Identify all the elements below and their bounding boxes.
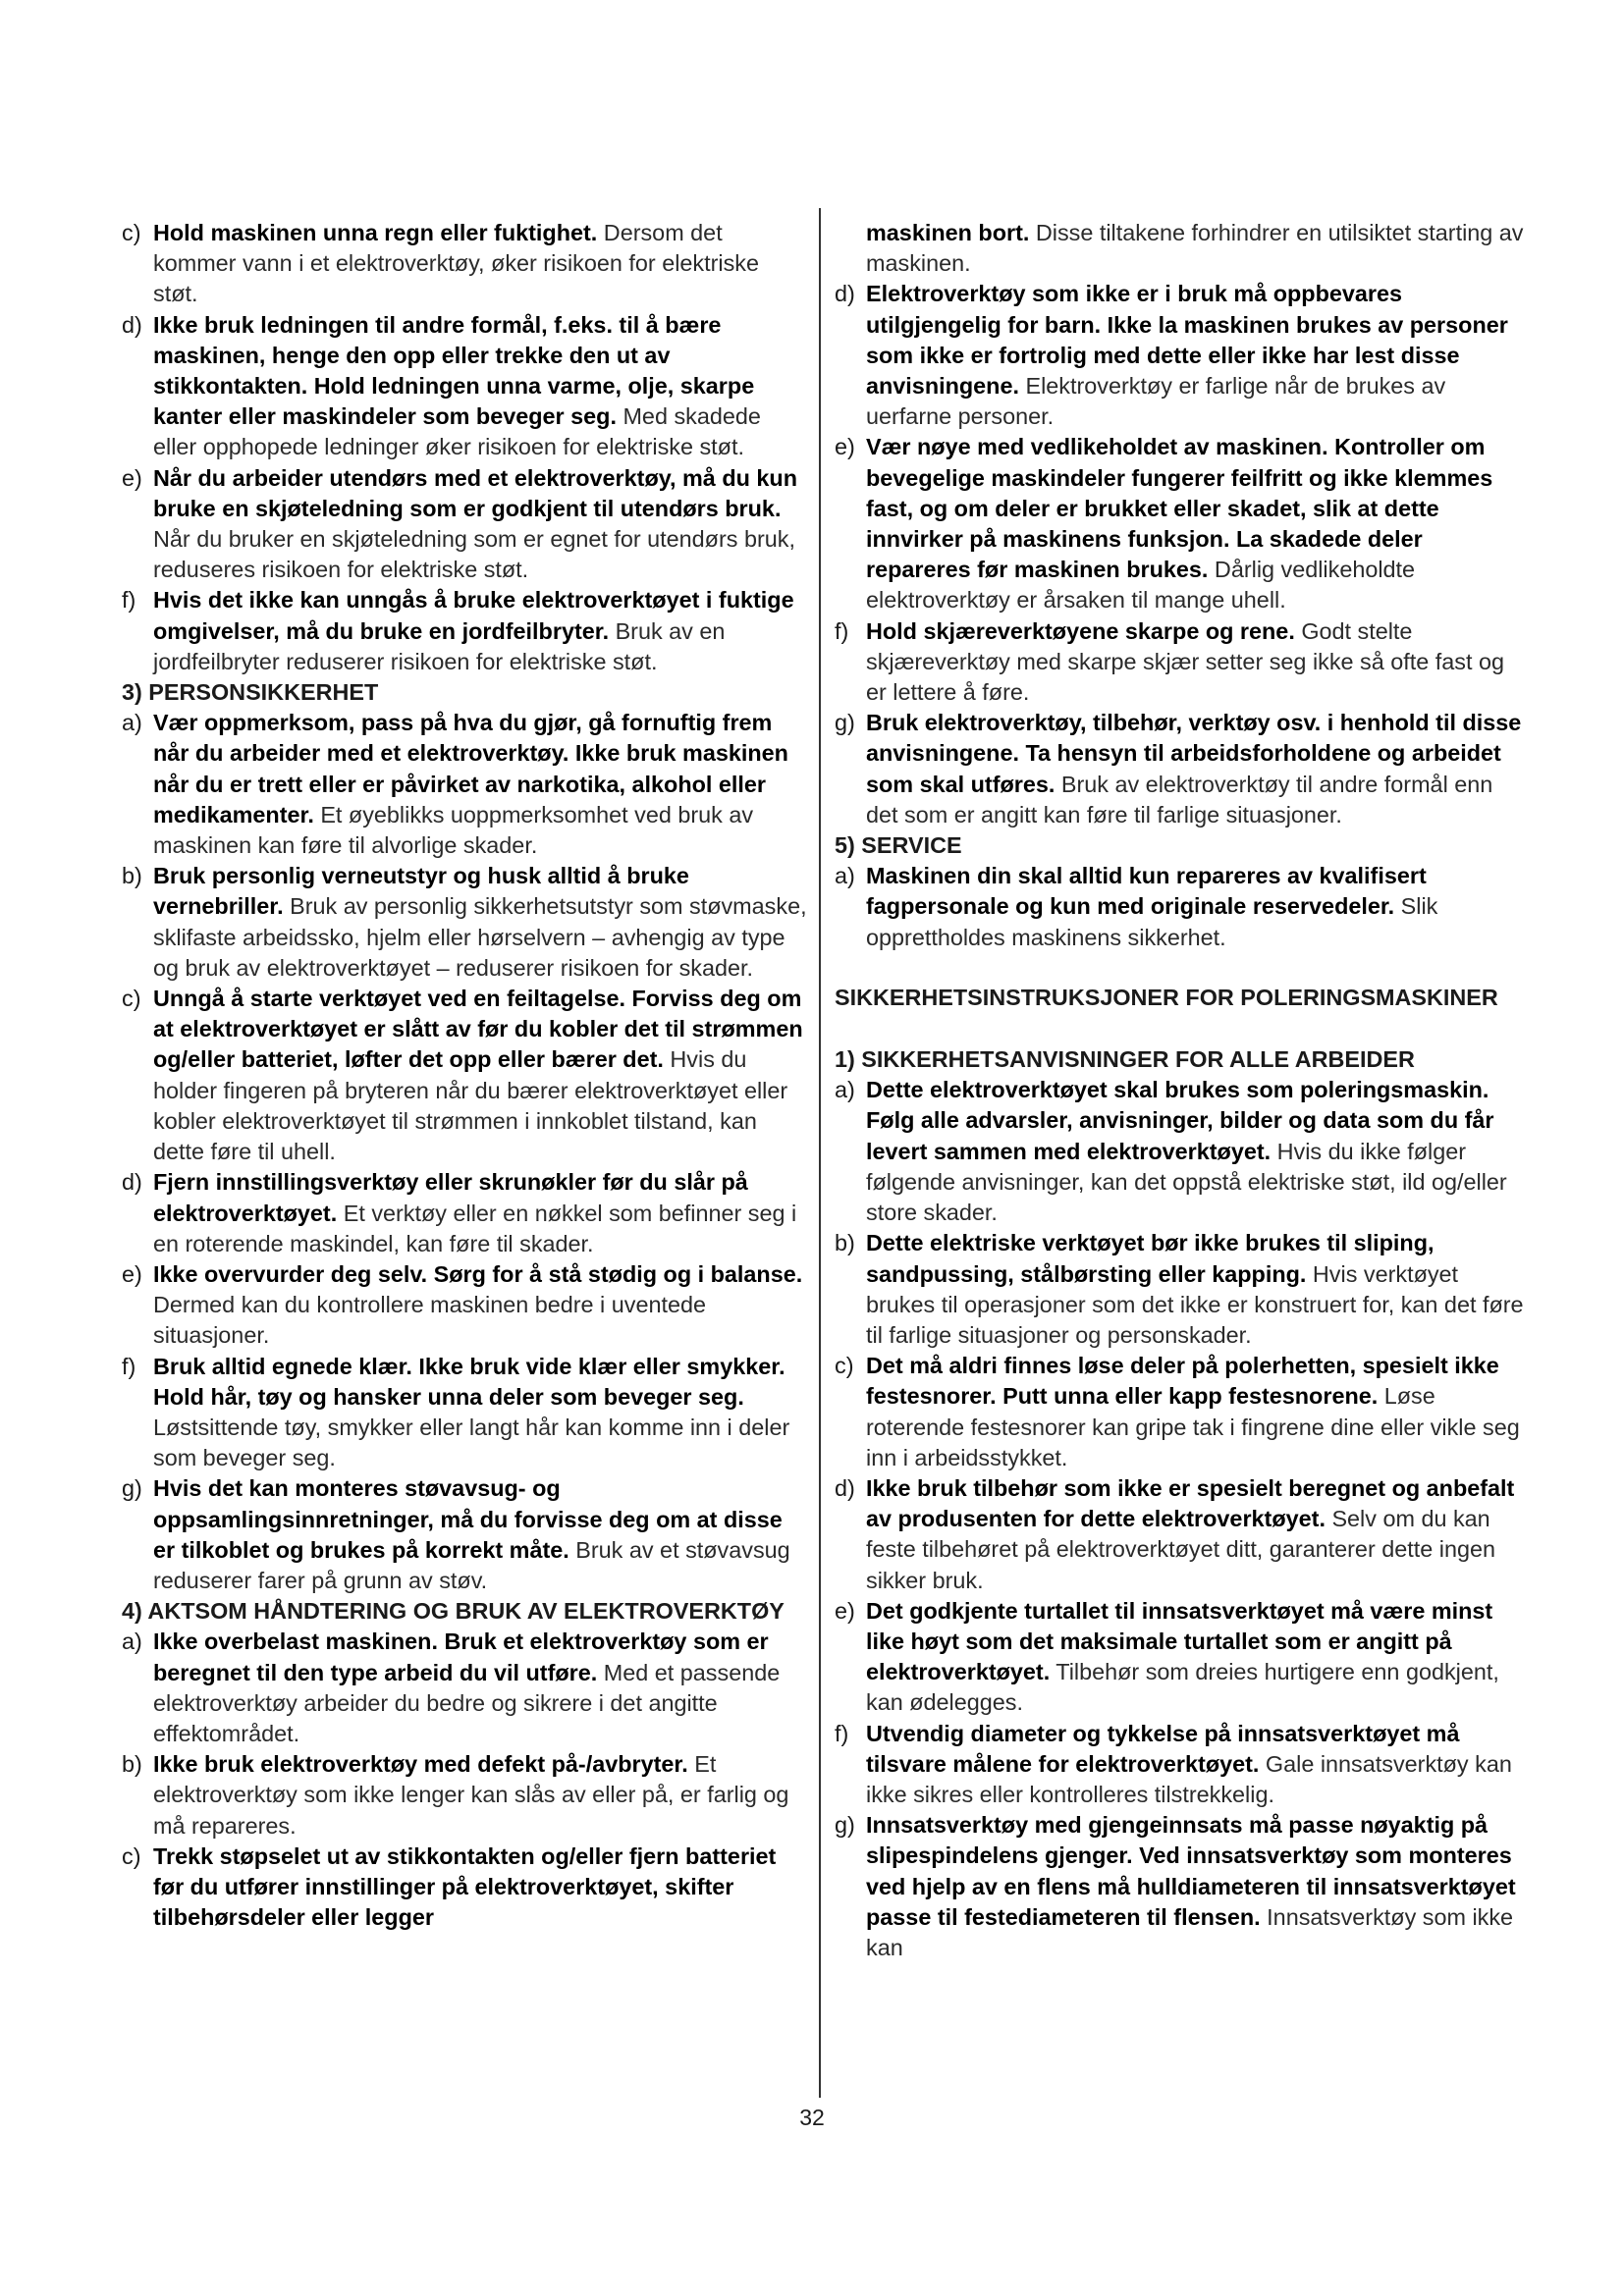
list-item-bold-text: Ikke bruk ledningen til andre formål, f.eks. til å bære maskinen, henge den opp eller trekke den ut av stikkontakten. Hold ledningen unna varme, olje, skarpe kanter eller maskindeler som beveger seg. [153,311,755,430]
list-item-text: Slik opprettholdes maskinens sikkerhet. [866,893,1438,950]
list-item [122,1352,809,1474]
list-item-text: Tilbehør som dreies hurtigere enn godkjent, kan ødelegges. [866,1659,1499,1716]
list-item [122,1749,809,1842]
left-column [122,218,809,1933]
list-item-label: e) [835,434,855,460]
list-item-text: Løse roterende festesnorer kan gripe tak i fingrene dine eller vikle seg inn i arbeidsstykket. [866,1383,1520,1470]
list-item-bold-text: Hold skjæreverktøyene skarpe og rene. [866,617,1295,644]
list-item-text: Dårlig vedlikeholdte elektroverktøy er årsaken til mange uhell. [866,557,1416,614]
list-item-bold-text: Innsatsverktøy med gjengeinnsats må passe nøyaktig på slipespindelens gjenger. Ved innsatsverktøy som monteres ved hjelp av en flens må hulldiameteren til innsatsverktøyet passe til festediameteren til flensen. [866,1812,1516,1930]
list-item-bold-text: Bruk personlig verneutstyr og husk alltid å bruke vernebriller. [153,863,689,920]
list-item [122,463,809,586]
list-item-text: Disse tiltakene forhindrer en utilsiktet starting av maskinen. [866,220,1524,277]
list-item [835,1810,1527,1963]
list-item [835,1228,1527,1351]
list-item [122,1259,809,1352]
list-item-text: Hvis verktøyet brukes til operasjoner som det ikke er konstruert for, kan det føre til farlige situasjoner og personskader. [866,1260,1524,1348]
list-item-bold-text: Vær oppmerksom, pass på hva du gjør, gå fornuftig frem når du arbeider med et elektroverktøy. Ikke bruk maskinen når du er trett eller er påvirket av narkotika, alkohol eller medikamenter. [153,710,788,828]
list-item-label: c) [122,986,141,1012]
list-item-bold-text: Bruk alltid egnede klær. Ikke bruk vide klær eller smykker. Hold hår, tøy og hansker unna deler som beveger seg. [153,1353,785,1410]
list-item-label: g) [835,1812,855,1839]
list-item-text: Selv om du kan feste tilbehøret på elektroverktøyet ditt, garanterer dette ingen sikker bruk. [866,1506,1495,1593]
list-item-bold-text: Hold maskinen unna regn eller fuktighet. [153,220,598,245]
page-number: 32 [799,2105,825,2130]
list-item [835,1719,1527,1811]
list-item-label: f) [122,1353,136,1379]
list-item-bold-text: Det godkjente turtallet til innsatsverktøyet må være minst like høyt som det maksimale turtallet som er angitt på elektroverktøyet. [866,1597,1493,1685]
list-item-label: f) [835,1720,849,1746]
list-item-label: c) [122,1842,141,1869]
list-item [122,984,809,1167]
list-item [122,1842,809,1934]
list-item [835,708,1527,830]
list-item-bold-text: Det må aldri finnes løse deler på polerhetten, spesielt ikke festesnorer. Putt unna eller kapp festesnorene. [866,1353,1499,1410]
list-item-bold-text: Hvis det kan monteres støvavsug- og oppsamlingsinnretninger, må du forvisse deg om at disse er tilkoblet og brukes på korrekt måte. [153,1475,783,1563]
list-item [835,616,1527,709]
list-item-bold-text: Bruk elektroverktøy, tilbehør, verktøy osv. i henhold til disse anvisningene. Ta hensyn til arbeidsforholdene og arbeidet som skal utføres. [866,710,1522,797]
list-item-label: c) [122,220,141,245]
section-heading: SIKKERHETSINSTRUKSJONER FOR POLERINGSMASKINER [835,984,1498,1010]
section-heading: 3) PERSONSIKKERHET [122,679,379,706]
list-item [835,1596,1527,1719]
list-item [122,310,809,463]
list-item-label: e) [835,1597,855,1624]
list-item-bold-text: Hvis det ikke kan unngås å bruke elektroverktøyet i fuktige omgivelser, må du bruke en jordfeilbryter. [153,587,794,644]
list-item-label: f) [835,617,849,644]
list-item [122,1167,809,1259]
list-item-label: a) [122,1629,142,1655]
list-item [122,218,809,310]
list-item-text: Med skadede eller opphopede ledninger øker risikoen for elektriske støt. [153,403,761,460]
list-item [122,708,809,861]
list-item [835,1075,1527,1228]
list-item-bold-text: Ikke overvurder deg selv. Sørg for å stå stødig og i balanse. [153,1260,803,1287]
list-item-bold-text: Ikke bruk elektroverktøy med defekt på-/avbryter. [153,1751,688,1778]
list-item-label: e) [122,1260,142,1287]
list-item-text: Bruk av elektroverktøy til andre formål enn det som er angitt kan føre til farlige situasjoner. [866,771,1493,828]
list-item-text: Dermed kan du kontrollere maskinen bedre i uventede situasjoner. [153,1292,706,1349]
list-item-text: Bruk av personlig sikkerhetsutstyr som støvmaske, sklifaste arbeidssko, hjelm eller hørselvern – avhengig av type og bruk av elektroverktøyet – reduserer risikoen for skader. [153,893,807,981]
list-item-label: d) [122,311,142,338]
list-item [122,1627,809,1749]
section-heading: 4) AKTSOM HÅNDTERING OG BRUK AV ELEKTROVERKTØY [122,1598,785,1625]
list-item-bold-text: Utvendig diameter og tykkelse på innsatsverktøyet må tilsvare målene for elektroverktøyet. [866,1720,1460,1777]
list-item-label: f) [122,587,136,614]
list-item-text: Løstsittende tøy, smykker eller langt hår kan komme inn i deler som beveger seg. [153,1414,790,1471]
list-item-bold-text: Dette elektroverktøyet skal brukes som poleringsmaskin. Følg alle advarsler, anvisninger, bilder og data som du får levert sammen med elektroverktøyet. [866,1077,1494,1164]
list-item-text: Et øyeblikks uoppmerksomhet ved bruk av maskinen kan føre til alvorlige skader. [153,801,754,859]
list-item-label: d) [835,281,855,307]
list-item [835,432,1527,615]
list-item-bold-text: Unngå å starte verktøyet ved en feiltagelse. Forviss deg om at elektroverktøyet er slått av før du kobler det til strømmen og/eller batteriet, løfter det opp eller bærer det. [153,986,803,1073]
list-item-text: Hvis du holder fingeren på bryteren når du bærer elektroverktøyet eller kobler elektroverktøyet til strømmen i innkoblet tilstand, kan dette føre til uhell. [153,1046,788,1165]
list-item-bold-text: Når du arbeider utendørs med et elektroverktøy, må du kun bruke en skjøteledning som er godkjent til utendørs bruk. [153,464,797,521]
list-item-label: e) [122,464,142,491]
list-item-label: a) [835,1077,855,1103]
list-item-label: b) [122,1751,142,1778]
list-item-label: b) [835,1230,855,1256]
list-item-text: Innsatsverktøy som ikke kan [866,1903,1514,1960]
list-item-text: Hvis du ikke følger følgende anvisninger, kan det oppstå elektriske støt, ild og/eller store skader. [866,1138,1507,1226]
section-heading: 1) SIKKERHETSANVISNINGER FOR ALLE ARBEIDER [835,1046,1415,1073]
list-item-label: d) [122,1169,142,1196]
list-item-bold-text: Vær nøye med vedlikeholdet av maskinen. Kontroller om bevegelige maskindeler fungerer feilfritt og ikke klemmes fast, og om deler er brukket eller skadet, slik at dette innvirker på maskinens funksjon. La skadede deler repareres før maskinen brukes. [866,434,1493,583]
list-item [835,861,1527,953]
list-item-label: b) [122,863,142,889]
list-item [835,1351,1527,1473]
list-item-label: g) [122,1475,142,1502]
list-item-label: a) [122,710,142,736]
list-item-text: Bruk av et støvavsug reduserer farer på grunn av støv. [153,1536,790,1593]
list-item-bold-text: Ikke overbelast maskinen. Bruk et elektroverktøy som er beregnet til den type arbeid du vil utføre. [153,1629,769,1685]
list-item [835,1473,1527,1596]
list-item-text: Dersom det kommer vann i et elektroverktøy, øker risikoen for elektriske støt. [153,220,759,307]
list-item-label: a) [835,863,855,889]
column-divider [819,208,821,2098]
list-item [122,585,809,677]
list-item-text: Et verktøy eller en nøkkel som befinner seg i en roterende maskindel, kan føre til skader. [153,1200,797,1256]
list-item-text: Godt stelte skjæreverktøy med skarpe skjær setter seg ikke så ofte fast og er lettere å føre. [866,617,1504,706]
list-item-text: Gale innsatsverktøy kan ikke sikres eller kontrolleres tilstrekkelig. [866,1750,1512,1807]
list-item [122,861,809,984]
list-item-bold-text: maskinen bort. [866,220,1030,245]
list-item-text: Elektroverktøy er farlige når de brukes av uerfarne personer. [866,373,1446,430]
list-item-text: Et elektroverktøy som ikke lenger kan slås av eller på, er farlig og må repareres. [153,1751,789,1839]
list-item-bold-text: Elektroverktøy som ikke er i bruk må oppbevares utilgjengelig for barn. Ikke la maskinen brukes av personer som ikke er fortrolig med dette eller ikke har lest disse anvisningene. [866,281,1508,400]
list-item-text: Når du bruker en skjøteledning som er egnet for utendørs bruk, reduseres risikoen for elektriske støt. [153,526,795,583]
list-item-label: c) [835,1353,854,1379]
list-item-text: Bruk av en jordfeilbryter reduserer risikoen for elektriske støt. [153,617,726,674]
list-item [835,279,1527,432]
list-item-label: g) [835,710,855,736]
section-heading: 5) SERVICE [835,832,962,859]
list-item-bold-text: Maskinen din skal alltid kun repareres av kvalifisert fagpersonale og kun med originale reservedeler. [866,863,1427,920]
list-item-bold-text: Fjern innstillingsverktøy eller skrunøkler før du slår på elektroverktøyet. [153,1169,748,1226]
list-item-text: Med et passende elektroverktøy arbeider du bedre og sikrere i det angitte effektområdet. [153,1659,781,1746]
list-item-bold-text: Dette elektriske verktøyet bør ikke brukes til sliping, sandpussing, stålbørsting eller kapping. [866,1230,1435,1287]
list-item-label: d) [835,1474,855,1501]
list-item [122,1473,809,1596]
list-item-bold-text: Ikke bruk tilbehør som ikke er spesielt beregnet og anbefalt av produsenten for dette elektroverktøyet. [866,1474,1515,1532]
list-item-bold-text: Trekk støpselet ut av stikkontakten og/eller fjern batteriet før du utfører innstillinger på elektroverktøyet, skifter tilbehørsdeler eller legger [153,1842,777,1931]
continued-paragraph [835,218,1527,279]
right-column [835,218,1527,1963]
